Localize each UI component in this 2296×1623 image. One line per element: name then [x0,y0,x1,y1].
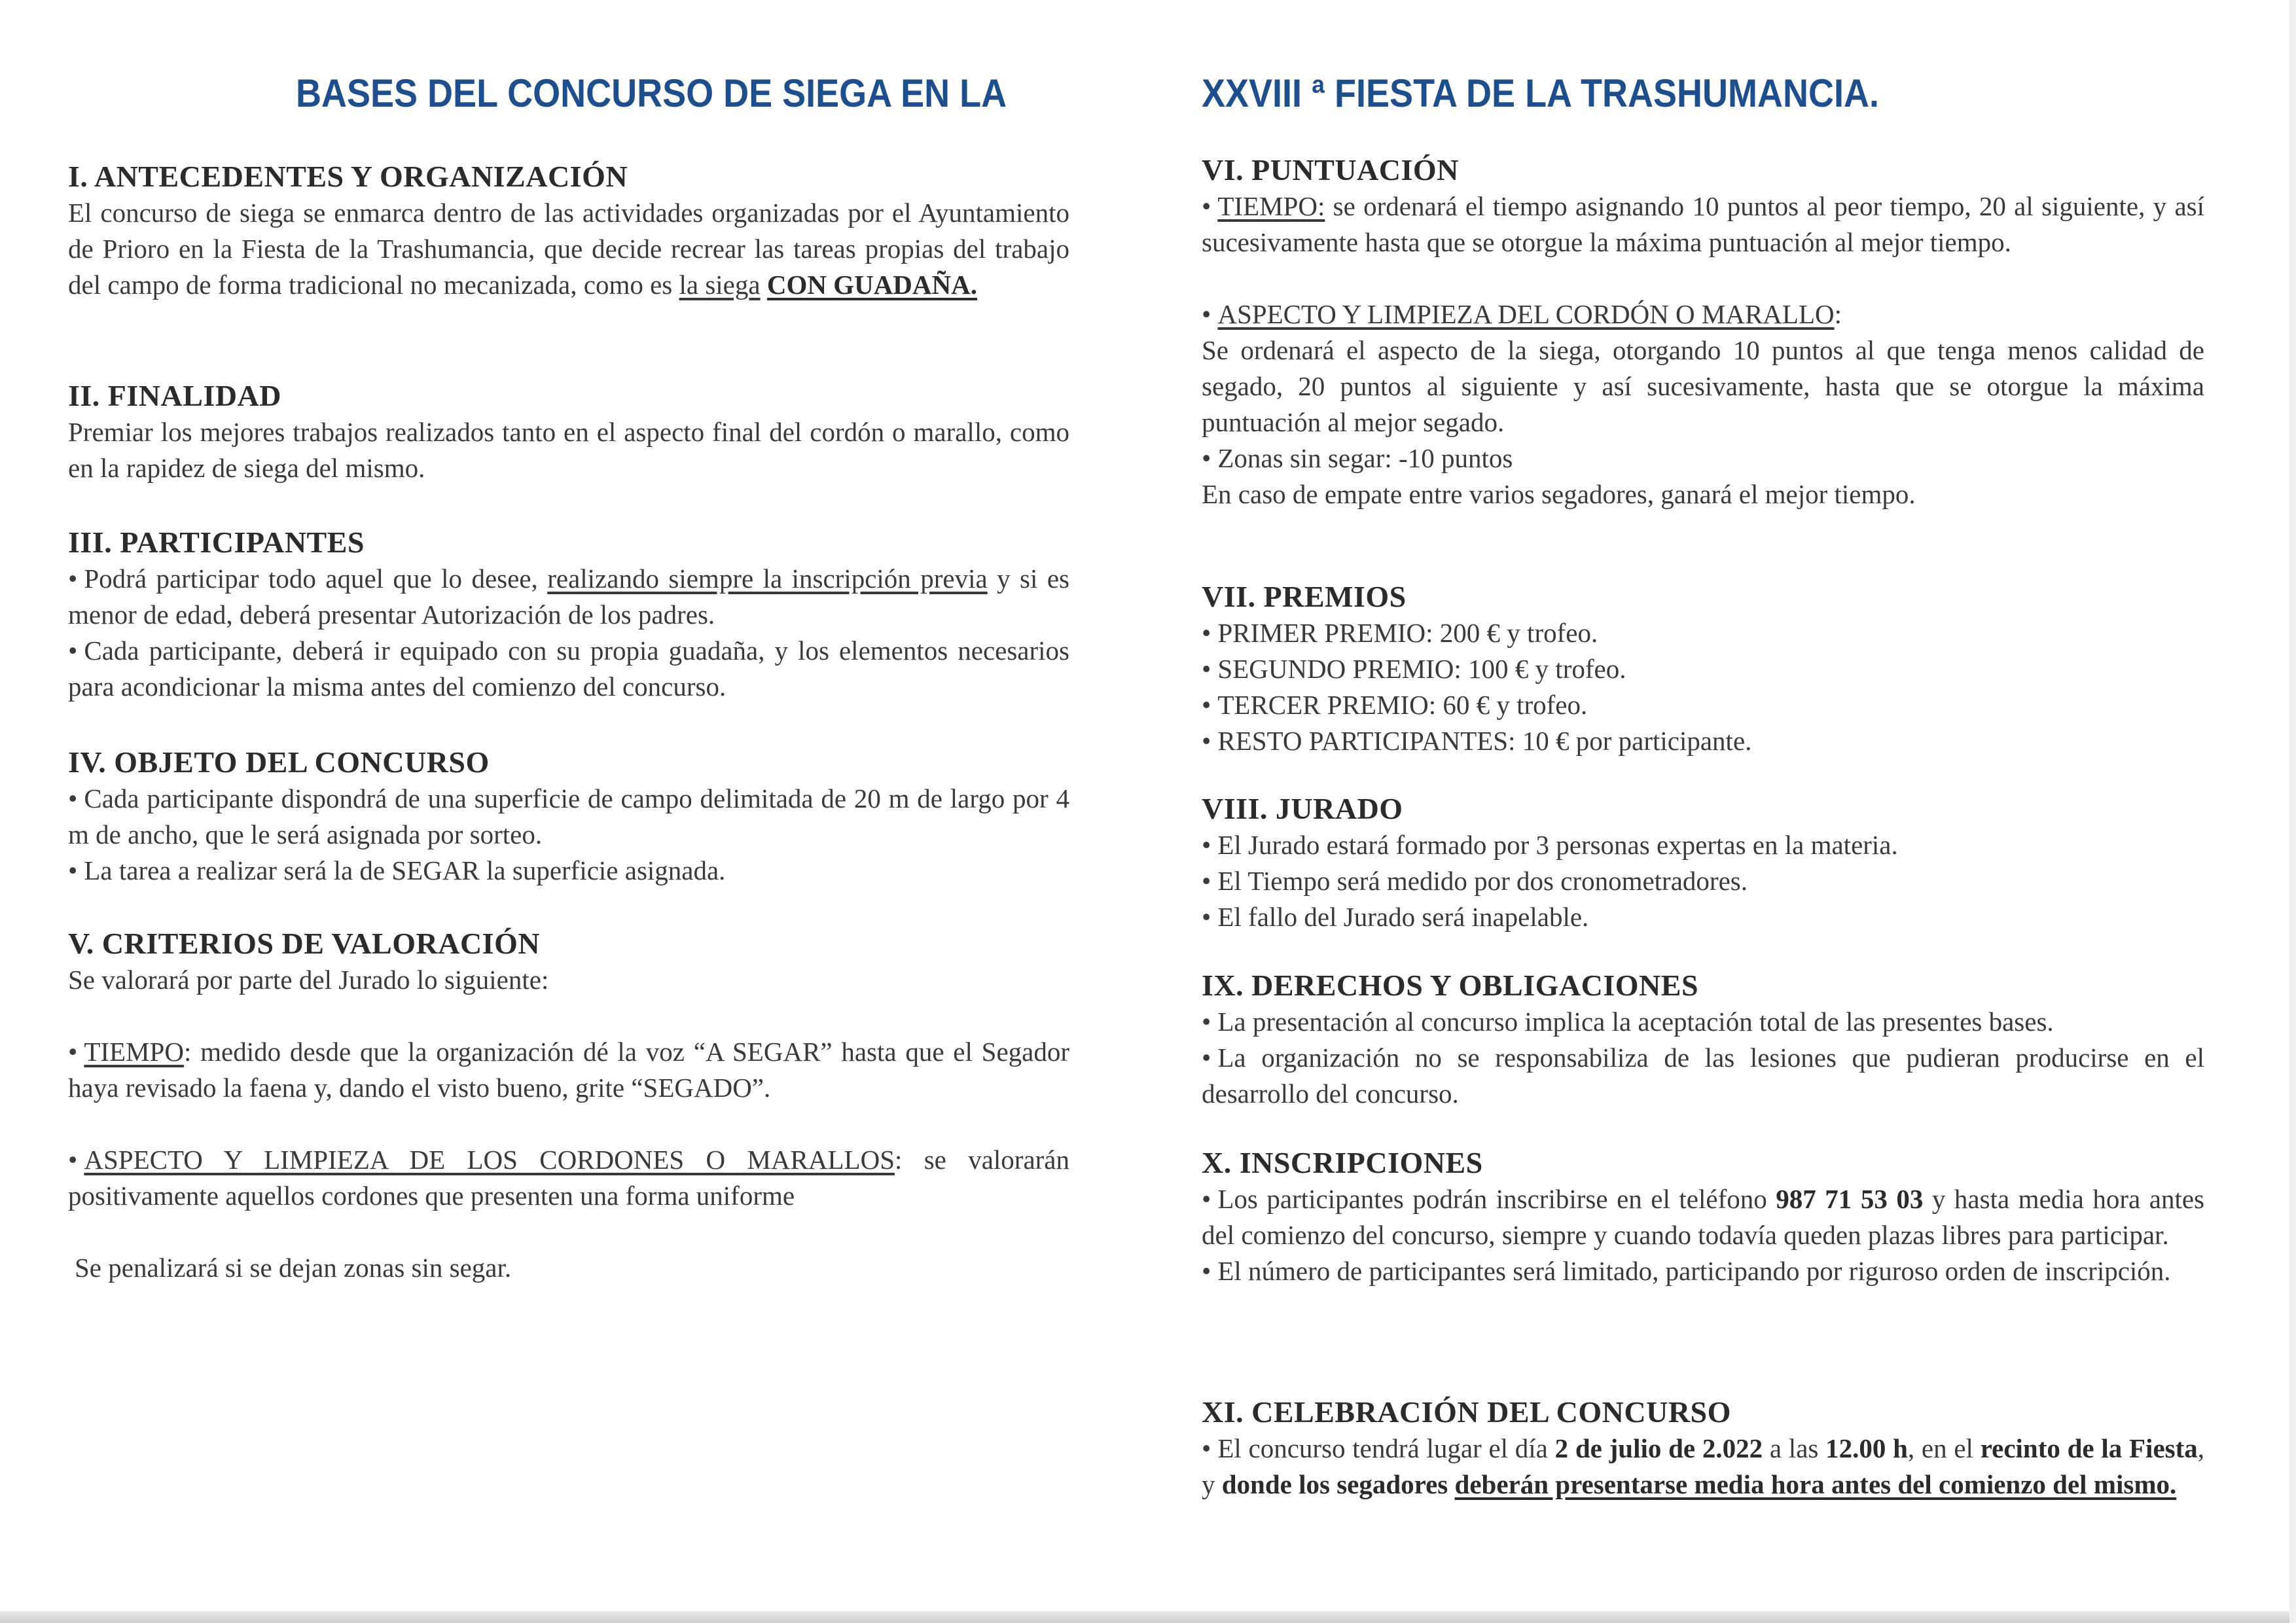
title-left: BASES DEL CONCURSO DE SIEGA EN LA [296,71,1007,115]
section-text: Premiar los mejores trabajos realizados tanto en el aspecto final del cordón o marallo, como en la rapidez de siega del mismo. [68,417,1069,483]
bullet-item: • La tarea a realizar será la de SEGAR la superficie asignada. [68,855,726,885]
section-title: X. INSCRIPCIONES [1202,1146,1483,1179]
section-finalidad [68,378,1069,486]
section-text: El concurso de siega se enmarca dentro de las actividades organizadas por el Ayuntamiento de Prioro en la Fiesta de la Trashumancia, que decide recrear las tareas propias del trabajo del campo de forma tradicional no mecanizada, como es la siega CON GUADAÑA. [68,198,1069,300]
jury-item: • El Tiempo será medido por dos cronometradores. [1202,866,1748,896]
section-participantes [68,524,1069,705]
prize-item: • PRIMER PREMIO: 200 € y trofeo. [1202,618,1598,648]
bullet-item: • Cada participante, deberá ir equipado con su propia guadaña, y los elementos necesarios para acondicionar la misma antes del comienzo del concurso. [68,635,1069,702]
section-puntuacion [1202,152,2204,512]
phone-number: 987 71 53 03 [1776,1184,1924,1214]
section-title: V. CRITERIOS DE VALORACIÓN [68,927,541,960]
section-antecedentes [68,158,1069,303]
jury-item: • El Jurado estará formado por 3 personas expertas en la materia. [1202,830,1898,860]
event-time: 12.00 h [1825,1433,1908,1463]
title-right: XXVIII ª FIESTA DE LA TRASHUMANCIA. [1202,71,1880,115]
section-premios [1202,579,2204,759]
event-place: recinto de la Fiesta [1980,1433,2198,1463]
section-intro: Se valorará por parte del Jurado lo siguiente: [68,965,549,995]
event-date: 2 de julio de 2.022 [1554,1433,1763,1463]
section-title: IX. DERECHOS Y OBLIGACIONES [1202,969,1699,1002]
section-title: VIII. JURADO [1202,792,1403,825]
section-title: VI. PUNTUACIÓN [1202,153,1459,187]
bullet-item: • ASPECTO Y LIMPIEZA DE LOS CORDONES O MARALLOS: se valorarán positivamente aquellos cordones que presenten una forma uniforme [68,1145,1069,1211]
bullet-item: • La organización no se responsabiliza de las lesiones que pudieran producirse en el desarrollo del concurso. [1202,1043,2204,1109]
section-title: III. PARTICIPANTES [68,526,365,559]
bullet-item: • ASPECTO Y LIMPIEZA DEL CORDÓN O MARALLO: [1202,299,1842,329]
prize-item: • TERCER PREMIO: 60 € y trofeo. [1202,690,1588,720]
prize-item: • RESTO PARTICIPANTES: 10 € por participante. [1202,726,1752,756]
section-celebracion [1202,1394,2204,1503]
bullet-item: • La presentación al concurso implica la aceptación total de las presentes bases. [1202,1007,2054,1037]
section-criterios [68,925,1069,1286]
bullet-item: • Zonas sin segar: -10 puntos [1202,443,1513,473]
bullet-item: • TIEMPO: se ordenará el tiempo asignando 10 puntos al peor tiempo, 20 al siguiente, y así sucesivamente hasta que se otorgue la máxima puntuación al mejor tiempo. [1202,191,2205,257]
bullet-item: • Cada participante dispondrá de una superficie de campo delimitada de 20 m de largo por 4 m de ancho, que le será asignada por sorteo. [68,783,1069,849]
section-note: Se penalizará si se dejan zonas sin segar. [75,1253,512,1283]
scan-edge-right [2289,0,2296,1623]
bullet-item: • El número de participantes será limitado, participando por riguroso orden de inscripción. [1202,1256,2171,1286]
bullet-item: • Los participantes podrán inscribirse en el teléfono 987 71 53 03 y hasta media hora antes del comienzo del concurso, siempre y cuando todavía queden plazas libres para participar. [1202,1184,2205,1250]
section-text: En caso de empate entre varios segadores, ganará el mejor tiempo. [1202,479,1916,509]
section-title: II. FINALIDAD [68,379,281,412]
bullet-item: • TIEMPO: medido desde que la organización dé la voz “A SEGAR” hasta que el Segador haya revisado la faena y, dando el visto bueno, grite “SEGADO”. [68,1037,1069,1103]
prize-item: • SEGUNDO PREMIO: 100 € y trofeo. [1202,654,1626,684]
section-derechos [1202,967,2204,1112]
section-title: I. ANTECEDENTES Y ORGANIZACIÓN [68,160,628,193]
section-title: VII. PREMIOS [1202,580,1407,613]
section-inscripciones [1202,1145,2204,1289]
section-objeto [68,744,1069,889]
section-title: XI. CELEBRACIÓN DEL CONCURSO [1202,1395,1731,1429]
section-text: Se ordenará el aspecto de la siega, otorgando 10 puntos al que tenga menos calidad de segado, 20 puntos al siguiente y así sucesivamente, hasta que se otorgue la máxima puntuación al mejor segado. [1202,335,2204,437]
bullet-item: • El concurso tendrá lugar el día 2 de julio de 2.022 a las 12.00 h, en el recinto de la Fiesta, y donde los segadores deberán presentarse media hora antes del comienzo del mismo. [1202,1433,2205,1499]
scan-edge-bottom [0,1611,2296,1623]
section-jurado [1202,791,2204,935]
bullet-item: • Podrá participar todo aquel que lo desee, realizando siempre la inscripción previa y si es menor de edad, deberá presentar Autorización de los padres. [68,563,1069,630]
jury-item: • El fallo del Jurado será inapelable. [1202,902,1589,932]
section-title: IV. OBJETO DEL CONCURSO [68,745,490,779]
